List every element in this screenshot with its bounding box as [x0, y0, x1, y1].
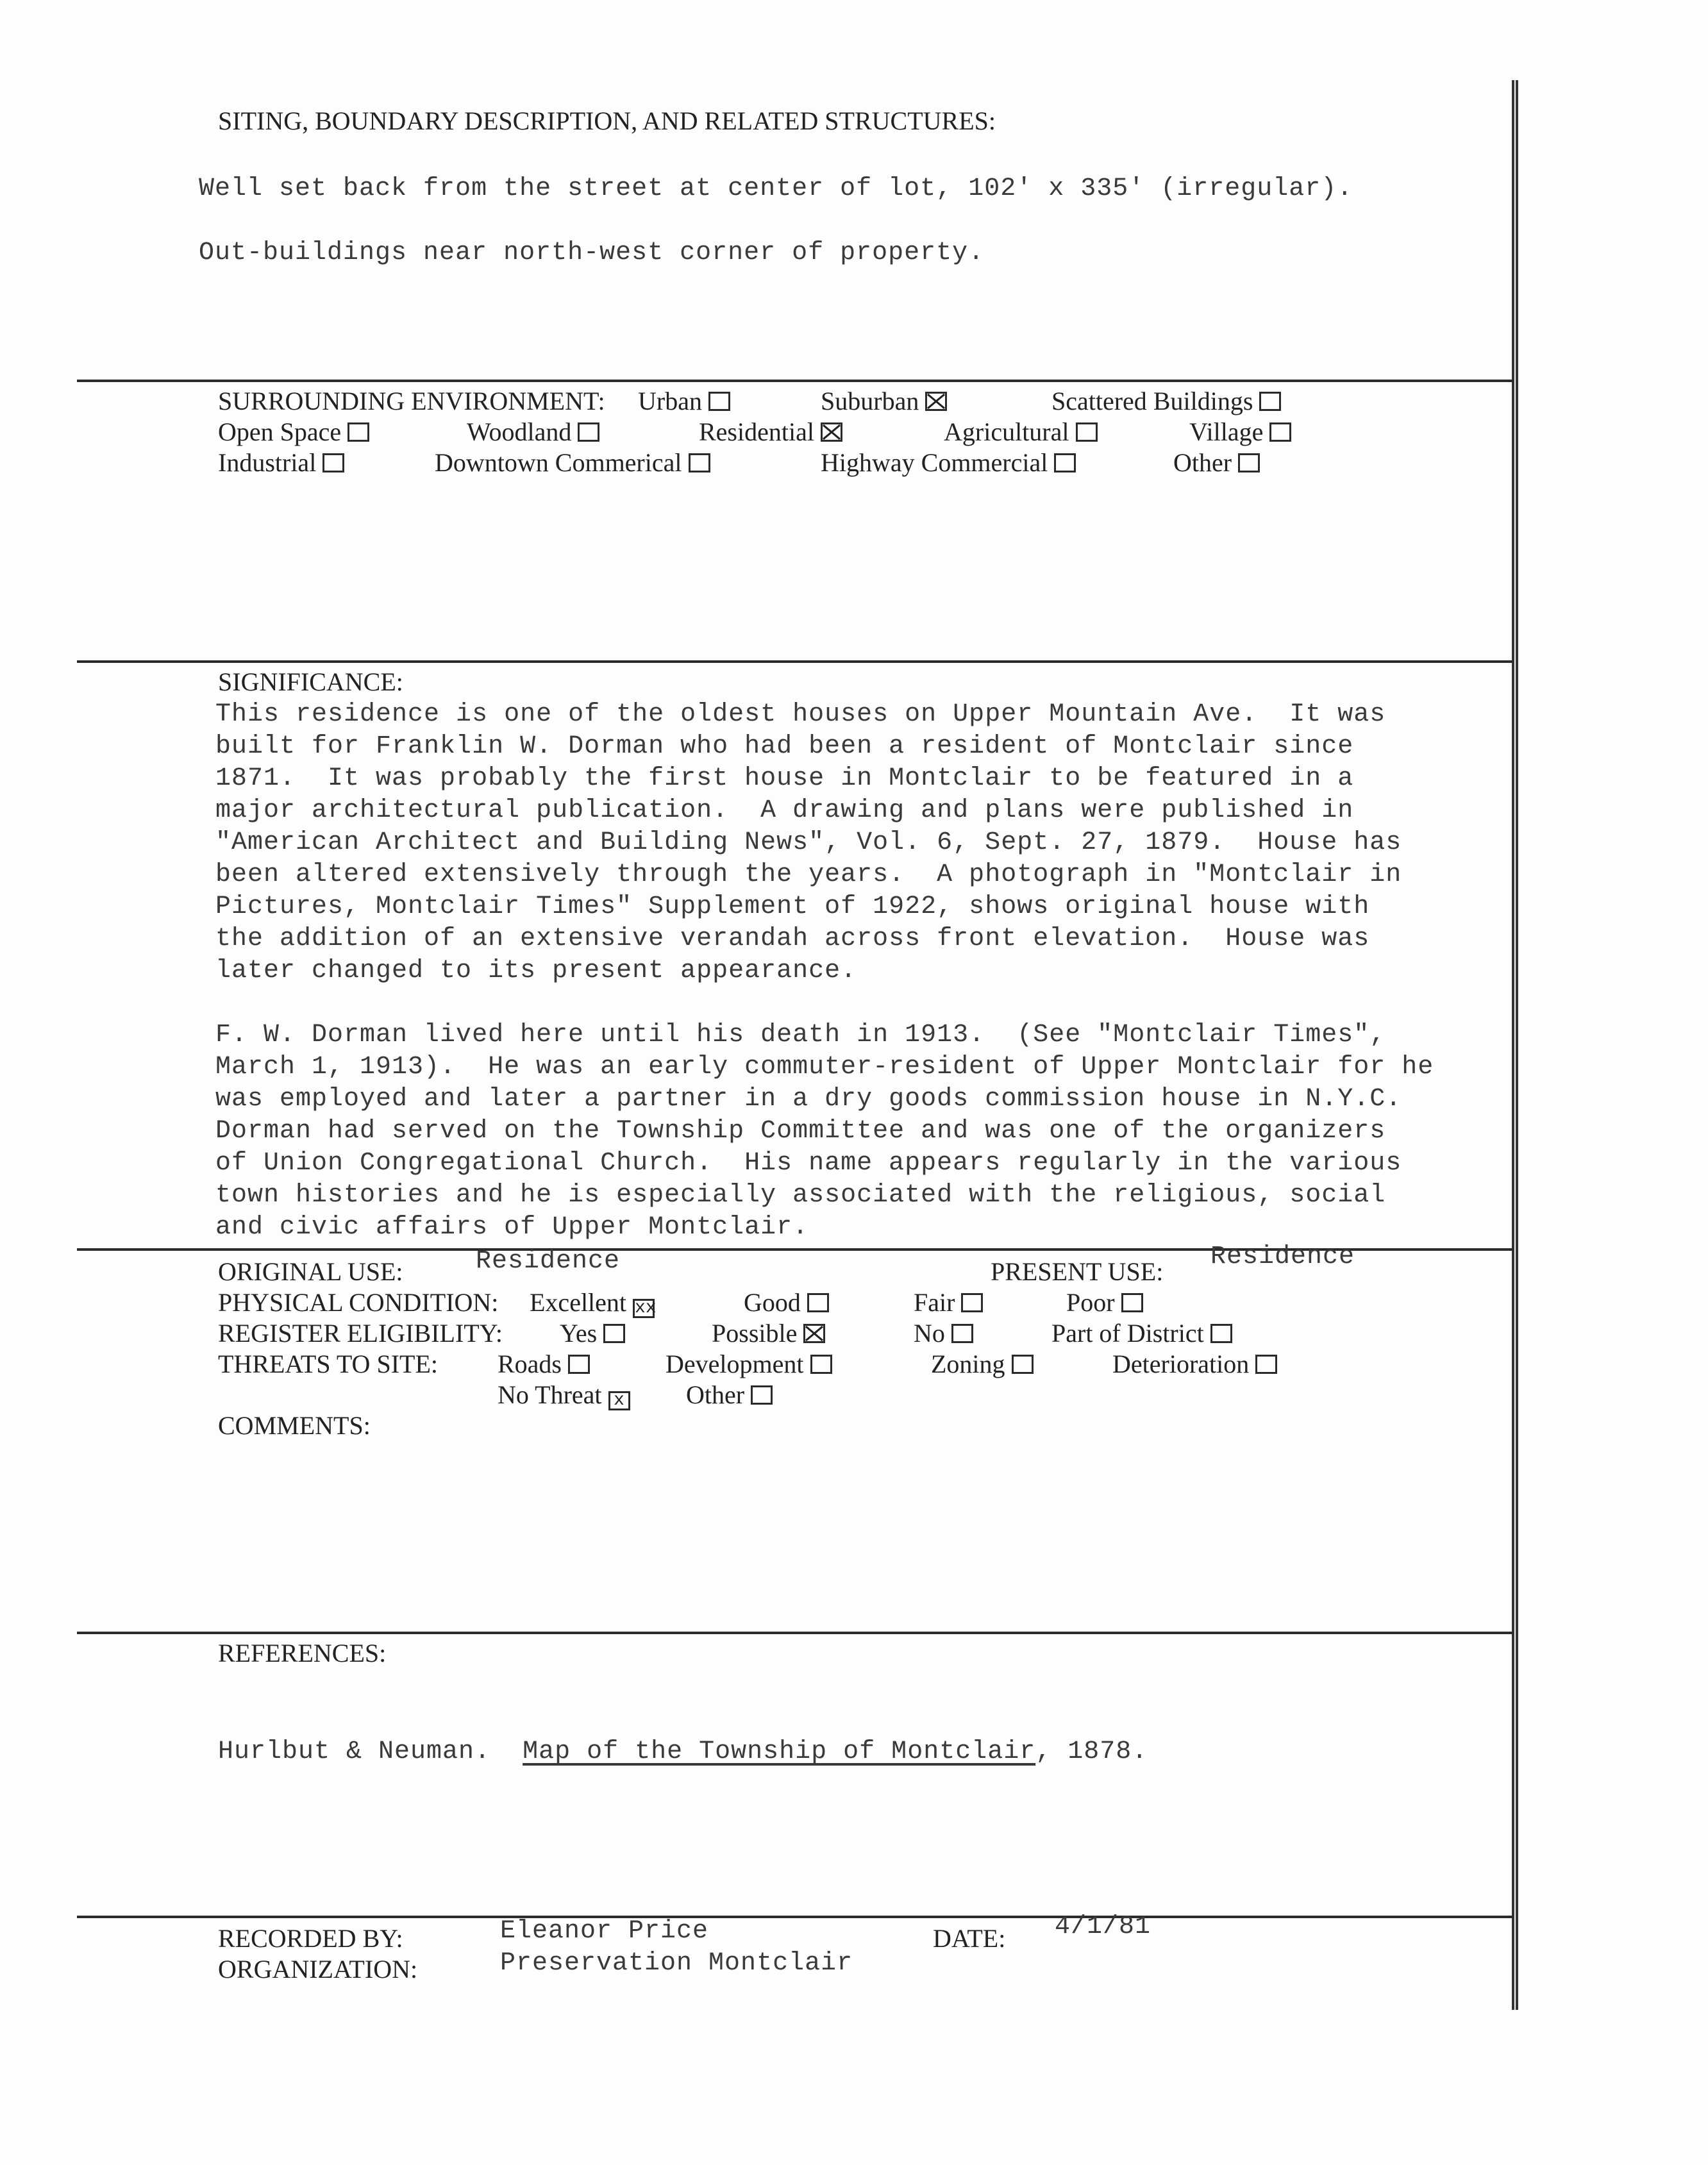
env-option-suburban[interactable]: Suburban [821, 386, 947, 416]
organization-value: Preservation Montclair [500, 1949, 853, 1978]
threat-option-no-threat[interactable]: No Threat x [498, 1380, 630, 1410]
checkbox[interactable] [568, 1355, 590, 1374]
comments-label: COMMENTS: [218, 1411, 371, 1440]
checkbox[interactable] [708, 392, 730, 411]
env-option-scattered-buildings[interactable]: Scattered Buildings [1051, 386, 1281, 416]
env-option-other[interactable]: Other [1173, 447, 1260, 478]
checkbox-marked[interactable]: x [608, 1391, 630, 1410]
register-eligibility-label: REGISTER ELIGIBILITY: [218, 1319, 503, 1348]
threats-label: THREATS TO SITE: [218, 1350, 438, 1378]
eligibility-option-possible[interactable]: Possible [712, 1318, 825, 1348]
significance-paragraph-1: This residence is one of the oldest houses on Upper Mountain Ave. It was built for Franklin W. Dorman who had been a resident of Montclair since 1871. It was probably the first house in Montclair to be featured in a major architectural publication. A drawing and plans were published in "American Architect and Building News", Vol. 6, Sept. 27, 1879. House has been altered extensively through the years. A photograph in "Montclair in Pictures, Montclair Times" Supplement of 1922, shows original house with the addition of an extensive verandah across front elevation. House was later changed to its present appearance. [215, 700, 1402, 985]
checkbox[interactable] [689, 453, 710, 472]
checkbox-marked[interactable]: xx [633, 1299, 655, 1318]
references-heading: REFERENCES: [218, 1639, 387, 1668]
checkbox[interactable] [951, 1324, 973, 1343]
condition-option-good[interactable]: Good [744, 1287, 829, 1317]
eligibility-option-part-of-district[interactable]: Part of District [1051, 1318, 1232, 1348]
eligibility-option-no[interactable]: No [914, 1318, 973, 1348]
section-divider [77, 1916, 1513, 1918]
env-option-industrial[interactable]: Industrial [218, 447, 344, 478]
checkbox[interactable] [810, 1355, 832, 1374]
checkbox-checked[interactable] [803, 1324, 825, 1343]
threat-option-development[interactable]: Development [666, 1349, 832, 1379]
organization-label: ORGANIZATION: [218, 1955, 418, 1984]
reference-title: Map of the Township of Montclair [523, 1737, 1036, 1766]
section-divider [77, 1632, 1513, 1634]
comments-field[interactable] [385, 1410, 1475, 1590]
condition-option-excellent[interactable]: Excellent xx [530, 1288, 657, 1318]
significance-paragraph-2: F. W. Dorman lived here until his death in 1913. (See "Montclair Times", March 1, 1913). He was an early commuter-resident of Upper Montclair for he was employed and later a partner in a dry goods commission house in N.Y.C. Dorman had served on the Township Committee and was one of the organizers of Union Congregational Church. His name appears regularly in the various town histories and he is especially associated with the religious, social and civic affairs of Upper Montclair. [215, 1021, 1434, 1242]
physical-condition-label: PHYSICAL CONDITION: [218, 1288, 499, 1317]
checkbox[interactable] [807, 1293, 829, 1312]
siting-line-2: Out-buildings near north-west corner of property. [199, 238, 985, 267]
checkbox[interactable] [1238, 453, 1260, 472]
checkbox[interactable] [751, 1385, 773, 1405]
reference-author: Hurlbut & Neuman. [218, 1737, 491, 1766]
env-option-agricultural[interactable]: Agricultural [944, 417, 1098, 447]
env-option-open-space[interactable]: Open Space [218, 417, 369, 447]
condition-option-fair[interactable]: Fair [914, 1287, 983, 1317]
section-divider [77, 660, 1513, 663]
env-option-residential[interactable]: Residential [699, 417, 842, 447]
environment-heading: SURROUNDING ENVIRONMENT: [218, 387, 605, 415]
checkbox-checked[interactable] [821, 422, 842, 442]
threat-option-zoning[interactable]: Zoning [931, 1349, 1034, 1379]
checkbox-checked[interactable] [925, 392, 947, 411]
original-use-value: Residence [476, 1247, 621, 1276]
significance-heading: SIGNIFICANCE: [218, 667, 403, 696]
checkbox[interactable] [1259, 392, 1281, 411]
env-option-woodland[interactable]: Woodland [467, 417, 599, 447]
section-divider [77, 380, 1513, 382]
checkbox[interactable] [1269, 422, 1291, 442]
threat-option-other[interactable]: Other [686, 1380, 773, 1410]
checkbox[interactable] [1255, 1355, 1277, 1374]
reference-year: , 1878. [1035, 1737, 1148, 1766]
checkbox[interactable] [1012, 1355, 1034, 1374]
checkbox[interactable] [1054, 453, 1076, 472]
checkbox[interactable] [1121, 1293, 1143, 1312]
env-option-downtown-commercial[interactable]: Downtown Commerical [435, 447, 710, 478]
right-border-inner [1516, 80, 1518, 2010]
env-option-village[interactable]: Village [1189, 417, 1291, 447]
reference-entry [218, 1737, 1148, 1766]
checkbox[interactable] [1210, 1324, 1232, 1343]
checkbox[interactable] [347, 422, 369, 442]
date-label: DATE: [933, 1924, 1006, 1953]
env-option-urban[interactable]: Urban [638, 386, 730, 416]
siting-heading: SITING, BOUNDARY DESCRIPTION, AND RELATED STRUCTURES: [218, 106, 996, 135]
original-use-label: ORIGINAL USE: [218, 1257, 403, 1286]
checkbox[interactable] [1076, 422, 1098, 442]
checkbox[interactable] [578, 422, 599, 442]
date-value: 4/1/81 [1055, 1912, 1151, 1941]
present-use-value: Residence [1210, 1242, 1355, 1271]
present-use-label: PRESENT USE: [991, 1257, 1164, 1286]
env-option-highway-commercial[interactable]: Highway Commercial [821, 447, 1076, 478]
checkbox[interactable] [603, 1324, 625, 1343]
eligibility-option-yes[interactable]: Yes [560, 1318, 625, 1348]
checkbox[interactable] [322, 453, 344, 472]
siting-line-1: Well set back from the street at center of lot, 102' x 335' (irregular). [199, 174, 1353, 203]
threat-option-deterioration[interactable]: Deterioration [1112, 1349, 1277, 1379]
checkbox[interactable] [961, 1293, 983, 1312]
condition-option-poor[interactable]: Poor [1066, 1287, 1143, 1317]
recorded-by-value: Eleanor Price [500, 1917, 709, 1946]
threat-option-roads[interactable]: Roads [498, 1349, 590, 1379]
recorded-by-label: RECORDED BY: [218, 1924, 403, 1953]
right-border-outer [1512, 80, 1514, 2010]
